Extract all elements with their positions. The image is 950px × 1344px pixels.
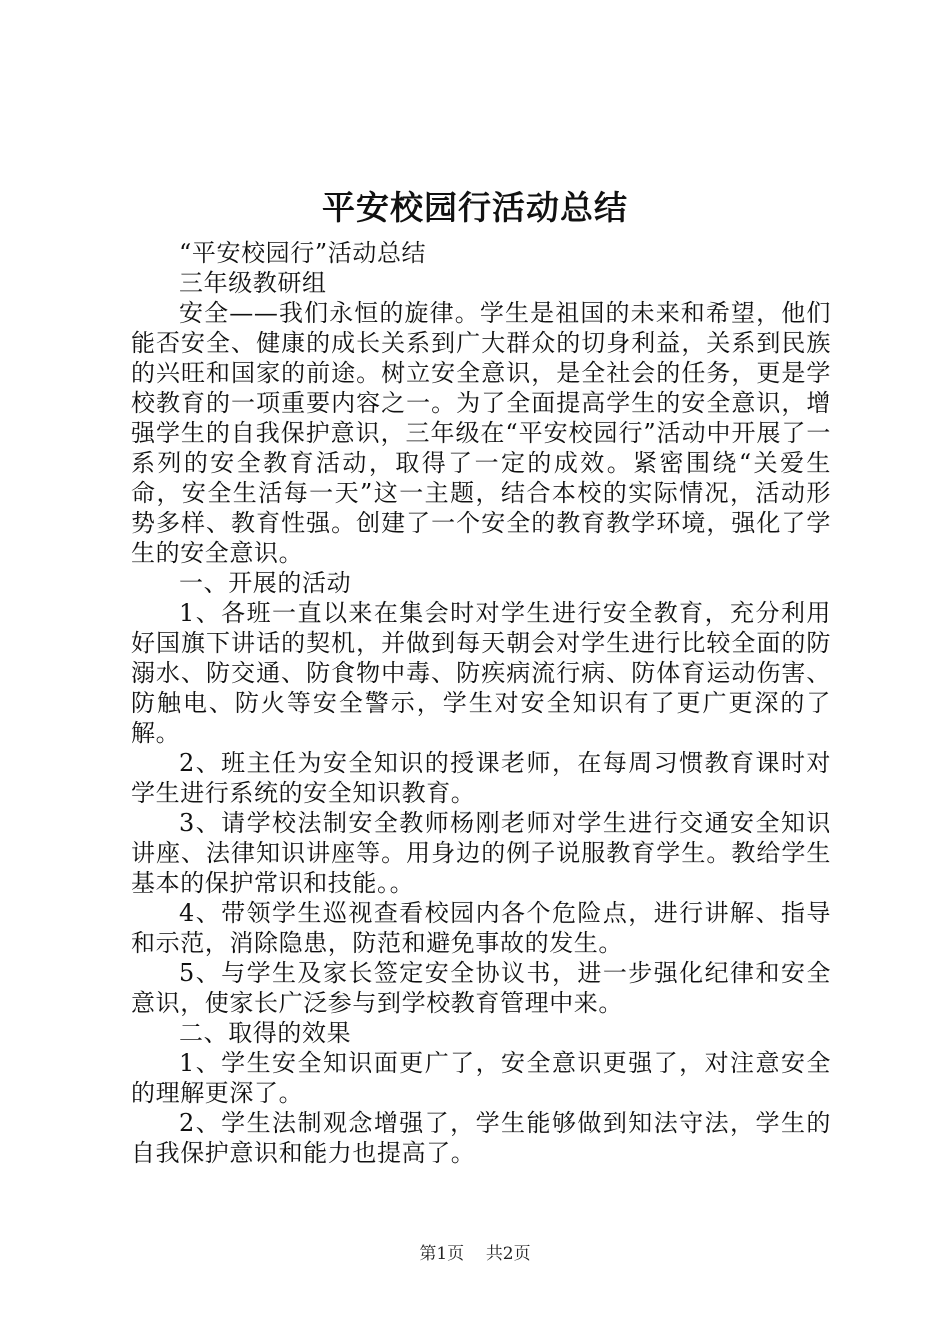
page-number-total: 共2页 [485, 1244, 531, 1264]
page-title: 平安校园行活动总结 [322, 188, 628, 227]
page-number-current: 第1页 [419, 1244, 465, 1264]
page-footer [0, 1243, 950, 1265]
footer-spacer [470, 1244, 481, 1264]
activity-item-5: 5、与学生及家长签定安全协议书，进一步强化纪律和安全意识，使家长广泛参与到学校教育管理中来。 [131, 959, 831, 1017]
section-heading-activities: 一、开展的活动 [179, 569, 352, 597]
activity-item-2: 2、班主任为安全知识的授课老师，在每周习惯教育课时对学生进行系统的安全知识教育。 [131, 749, 831, 807]
intro-paragraph: 安全——我们永恒的旋律。学生是祖国的未来和希望，他们能否安全、健康的成长关系到广大群众的切身利益，关系到民族的兴旺和国家的前途。树立安全意识，是全社会的任务，更是学校教育的一项重要内容之一。为了全面提高学生的安全意识，增强学生的自我保护意识，三年级在“平安校园行”活动中开展了一系列的安全教育活动，取得了一定的成效。紧密围绕“关爱生命，安全生活每一天”这一主题，结合本校的实际情况，活动形势多样、教育性强。创建了一个安全的教育教学环境，强化了学生的安全意识。 [131, 299, 831, 567]
activity-item-1: 1、各班一直以来在集会时对学生进行安全教育，充分利用好国旗下讲话的契机，并做到每天朝会对学生进行比较全面的防溺水、防交通、防食物中毒、防疾病流行病、防体育运动伤害、防触电、防火等安全警示，学生对安全知识有了更广更深的了解。 [131, 599, 831, 747]
activity-item-3: 3、请学校法制安全教师杨刚老师对学生进行交通安全知识讲座、法律知识讲座等。用身边的例子说服教育学生。教给学生基本的保护常识和技能。。 [131, 809, 831, 897]
author-paragraph: 三年级教研组 [179, 269, 327, 297]
document-body [131, 238, 831, 1168]
result-item-1: 1、学生安全知识面更广了，安全意识更强了，对注意安全的理解更深了。 [131, 1049, 831, 1107]
section-heading-results: 二、取得的效果 [179, 1019, 352, 1047]
activity-item-4: 4、带领学生巡视查看校园内各个危险点，进行讲解、指导和示范，消除隐患，防范和避免事故的发生。 [131, 899, 831, 957]
subtitle-paragraph: “平安校园行”活动总结 [179, 239, 427, 267]
result-item-2: 2、学生法制观念增强了，学生能够做到知法守法，学生的自我保护意识和能力也提高了。 [131, 1109, 831, 1167]
